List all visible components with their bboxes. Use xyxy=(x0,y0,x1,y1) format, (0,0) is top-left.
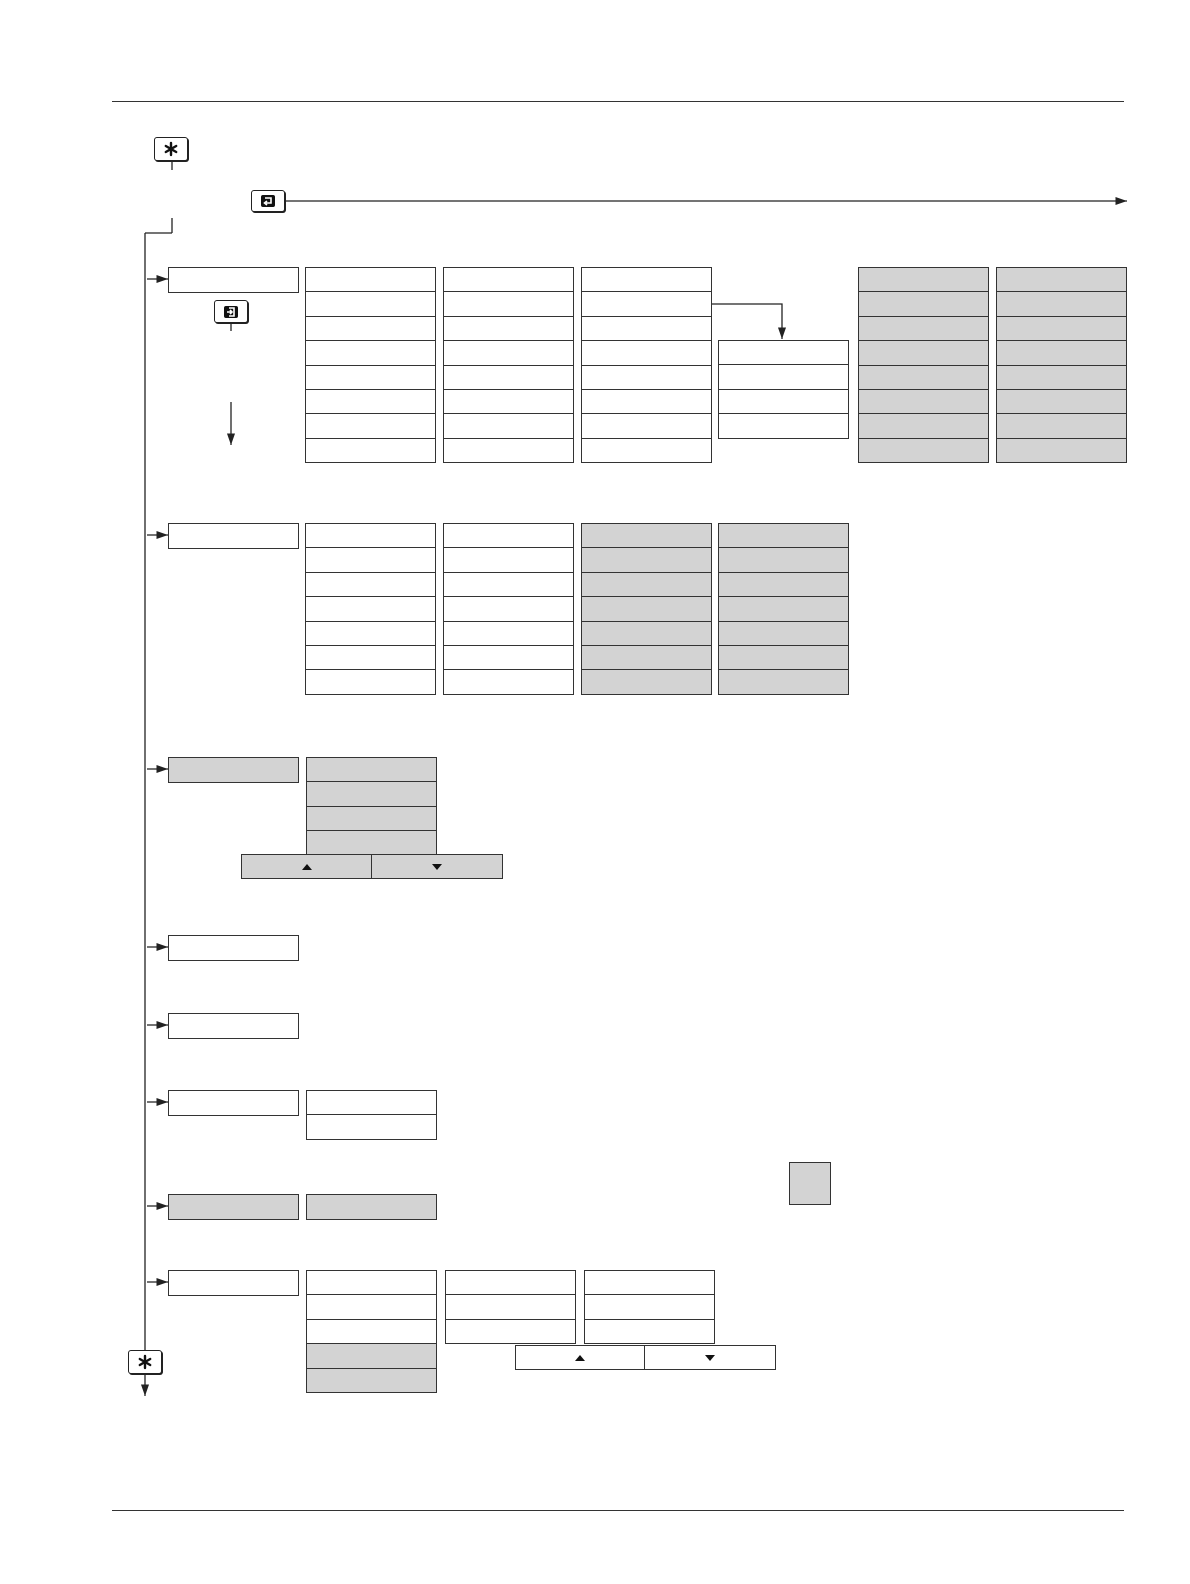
menu-level-2-col-2-row-7[interactable] xyxy=(443,669,574,695)
menu-level-2-col-1-row-7[interactable] xyxy=(305,669,436,695)
menu-level-1-col-5-row-6[interactable] xyxy=(858,389,989,415)
menu-level-1-col-1-row-1[interactable] xyxy=(305,267,436,293)
menu-level-8-col-3-row-2[interactable] xyxy=(584,1294,715,1320)
menu-level-2-col-1-row-3[interactable] xyxy=(305,572,436,598)
menu-level-1-col-2-row-8[interactable] xyxy=(443,438,574,464)
menu-level-2-col-3-row-1[interactable] xyxy=(581,523,712,549)
triangle-up-icon xyxy=(574,1354,586,1362)
menu-level-1-col-6-row-8[interactable] xyxy=(996,438,1127,464)
menu-level-7-label[interactable] xyxy=(168,1194,299,1220)
menu-level-1-col-3-row-4[interactable] xyxy=(581,340,712,366)
menu-level-1-col-6-row-3[interactable] xyxy=(996,316,1127,342)
menu-level-1-col-5-row-3[interactable] xyxy=(858,316,989,342)
menu-level-2-col-4-row-2[interactable] xyxy=(718,547,849,573)
menu-level-3-label[interactable] xyxy=(168,757,299,783)
menu-level-1-col-2-row-1[interactable] xyxy=(443,267,574,293)
menu-level-6-col-1-row-2[interactable] xyxy=(306,1114,437,1140)
menu-level-1-col-3-row-1[interactable] xyxy=(581,267,712,293)
menu-level-2-col-4-row-7[interactable] xyxy=(718,669,849,695)
menu-level-4-label[interactable] xyxy=(168,935,299,961)
menu-level-8-col-3-row-3[interactable] xyxy=(584,1319,715,1345)
menu-level-2-col-4-row-3[interactable] xyxy=(718,572,849,598)
menu-level-1-col-1-row-8[interactable] xyxy=(305,438,436,464)
menu-level-1-col-2-row-3[interactable] xyxy=(443,316,574,342)
menu-level-2-col-3-row-2[interactable] xyxy=(581,547,712,573)
menu-level-2-col-3-row-5[interactable] xyxy=(581,621,712,647)
menu-level-3-col-1-row-4[interactable] xyxy=(306,830,437,856)
level-8-nav-up-button[interactable] xyxy=(515,1345,646,1370)
menu-level-1-col-1-row-6[interactable] xyxy=(305,389,436,415)
menu-level-1-col-6-row-1[interactable] xyxy=(996,267,1127,293)
menu-level-1-col-5-row-1[interactable] xyxy=(858,267,989,293)
menu-level-8-label[interactable] xyxy=(168,1270,299,1296)
menu-level-2-col-4-row-5[interactable] xyxy=(718,621,849,647)
menu-level-1-col-5-row-2[interactable] xyxy=(858,291,989,317)
menu-level-1-col-4-row-3[interactable] xyxy=(718,389,849,415)
menu-level-8-col-2-row-2[interactable] xyxy=(445,1294,576,1320)
menu-level-2-col-4-row-6[interactable] xyxy=(718,645,849,671)
menu-level-8-col-1-row-1[interactable] xyxy=(306,1270,437,1296)
menu-level-1-col-3-row-2[interactable] xyxy=(581,291,712,317)
menu-level-2-col-2-row-3[interactable] xyxy=(443,572,574,598)
menu-level-8-col-3-row-1[interactable] xyxy=(584,1270,715,1296)
menu-level-8-col-1-row-5[interactable] xyxy=(306,1368,437,1394)
menu-level-1-col-3-row-8[interactable] xyxy=(581,438,712,464)
menu-level-1-col-2-row-2[interactable] xyxy=(443,291,574,317)
asterisk-key-bottom-icon[interactable] xyxy=(128,1350,162,1374)
menu-level-1-col-1-row-4[interactable] xyxy=(305,340,436,366)
menu-level-5-label[interactable] xyxy=(168,1013,299,1039)
menu-level-1-col-5-row-8[interactable] xyxy=(858,438,989,464)
menu-level-1-col-5-row-7[interactable] xyxy=(858,413,989,439)
menu-level-8-col-1-row-4[interactable] xyxy=(306,1343,437,1369)
menu-level-1-col-6-row-2[interactable] xyxy=(996,291,1127,317)
menu-level-1-col-1-row-5[interactable] xyxy=(305,365,436,391)
menu-level-3-col-1-row-2[interactable] xyxy=(306,781,437,807)
menu-level-3-col-1-row-3[interactable] xyxy=(306,806,437,832)
menu-level-6-col-1-row-1[interactable] xyxy=(306,1090,437,1116)
menu-level-2-col-1-row-6[interactable] xyxy=(305,645,436,671)
enter-key-icon[interactable] xyxy=(214,300,248,323)
menu-level-2-col-2-row-6[interactable] xyxy=(443,645,574,671)
menu-level-1-col-2-row-7[interactable] xyxy=(443,413,574,439)
menu-level-2-col-3-row-3[interactable] xyxy=(581,572,712,598)
menu-level-1-col-6-row-5[interactable] xyxy=(996,365,1127,391)
menu-level-3-col-1-row-1[interactable] xyxy=(306,757,437,783)
asterisk-key-icon[interactable] xyxy=(154,137,188,161)
triangle-down-icon xyxy=(431,863,443,871)
menu-level-1-col-6-row-4[interactable] xyxy=(996,340,1127,366)
menu-level-1-col-3-row-7[interactable] xyxy=(581,413,712,439)
menu-level-1-col-1-row-7[interactable] xyxy=(305,413,436,439)
menu-level-1-col-1-row-3[interactable] xyxy=(305,316,436,342)
menu-level-1-col-2-row-5[interactable] xyxy=(443,365,574,391)
menu-level-1-label[interactable] xyxy=(168,267,299,293)
level-3-nav-down-button[interactable] xyxy=(371,854,503,879)
menu-level-2-col-4-row-4[interactable] xyxy=(718,596,849,622)
menu-level-2-col-1-row-1[interactable] xyxy=(305,523,436,549)
menu-level-8-col-1-row-3[interactable] xyxy=(306,1319,437,1345)
menu-level-1-col-4-row-2[interactable] xyxy=(718,364,849,390)
menu-level-1-col-5-row-5[interactable] xyxy=(858,365,989,391)
menu-level-1-col-2-row-6[interactable] xyxy=(443,389,574,415)
menu-level-1-col-4-row-1[interactable] xyxy=(718,340,849,366)
menu-level-8-col-2-row-1[interactable] xyxy=(445,1270,576,1296)
menu-level-7-col-1-row-1[interactable] xyxy=(306,1194,437,1220)
menu-level-2-label[interactable] xyxy=(168,523,299,549)
menu-level-1-col-5-row-4[interactable] xyxy=(858,340,989,366)
menu-level-2-col-2-row-4[interactable] xyxy=(443,596,574,622)
menu-level-2-col-3-row-6[interactable] xyxy=(581,645,712,671)
menu-level-1-col-2-row-4[interactable] xyxy=(443,340,574,366)
menu-level-2-col-2-row-2[interactable] xyxy=(443,547,574,573)
loop-return-key-icon[interactable] xyxy=(251,190,285,212)
menu-level-6-label[interactable] xyxy=(168,1090,299,1116)
triangle-down-icon xyxy=(704,1354,716,1362)
menu-level-8-col-1-row-2[interactable] xyxy=(306,1294,437,1320)
level-3-nav-up-button[interactable] xyxy=(241,854,372,879)
menu-level-2-col-1-row-5[interactable] xyxy=(305,621,436,647)
menu-level-1-col-6-row-7[interactable] xyxy=(996,413,1127,439)
menu-level-2-col-3-row-7[interactable] xyxy=(581,669,712,695)
level-8-nav-down-button[interactable] xyxy=(644,1345,776,1370)
legend-shaded-swatch xyxy=(789,1162,831,1205)
menu-level-2-col-2-row-5[interactable] xyxy=(443,621,574,647)
menu-level-8-col-2-row-3[interactable] xyxy=(445,1319,576,1345)
menu-level-1-col-3-row-5[interactable] xyxy=(581,365,712,391)
menu-level-1-col-3-row-6[interactable] xyxy=(581,389,712,415)
triangle-up-icon xyxy=(301,863,313,871)
menu-level-1-col-6-row-6[interactable] xyxy=(996,389,1127,415)
menu-level-1-col-4-row-4[interactable] xyxy=(718,413,849,439)
menu-level-2-col-2-row-1[interactable] xyxy=(443,523,574,549)
menu-level-2-col-4-row-1[interactable] xyxy=(718,523,849,549)
menu-level-1-col-3-row-3[interactable] xyxy=(581,316,712,342)
menu-level-2-col-3-row-4[interactable] xyxy=(581,596,712,622)
menu-level-2-col-1-row-4[interactable] xyxy=(305,596,436,622)
menu-level-2-col-1-row-2[interactable] xyxy=(305,547,436,573)
menu-level-1-col-1-row-2[interactable] xyxy=(305,291,436,317)
